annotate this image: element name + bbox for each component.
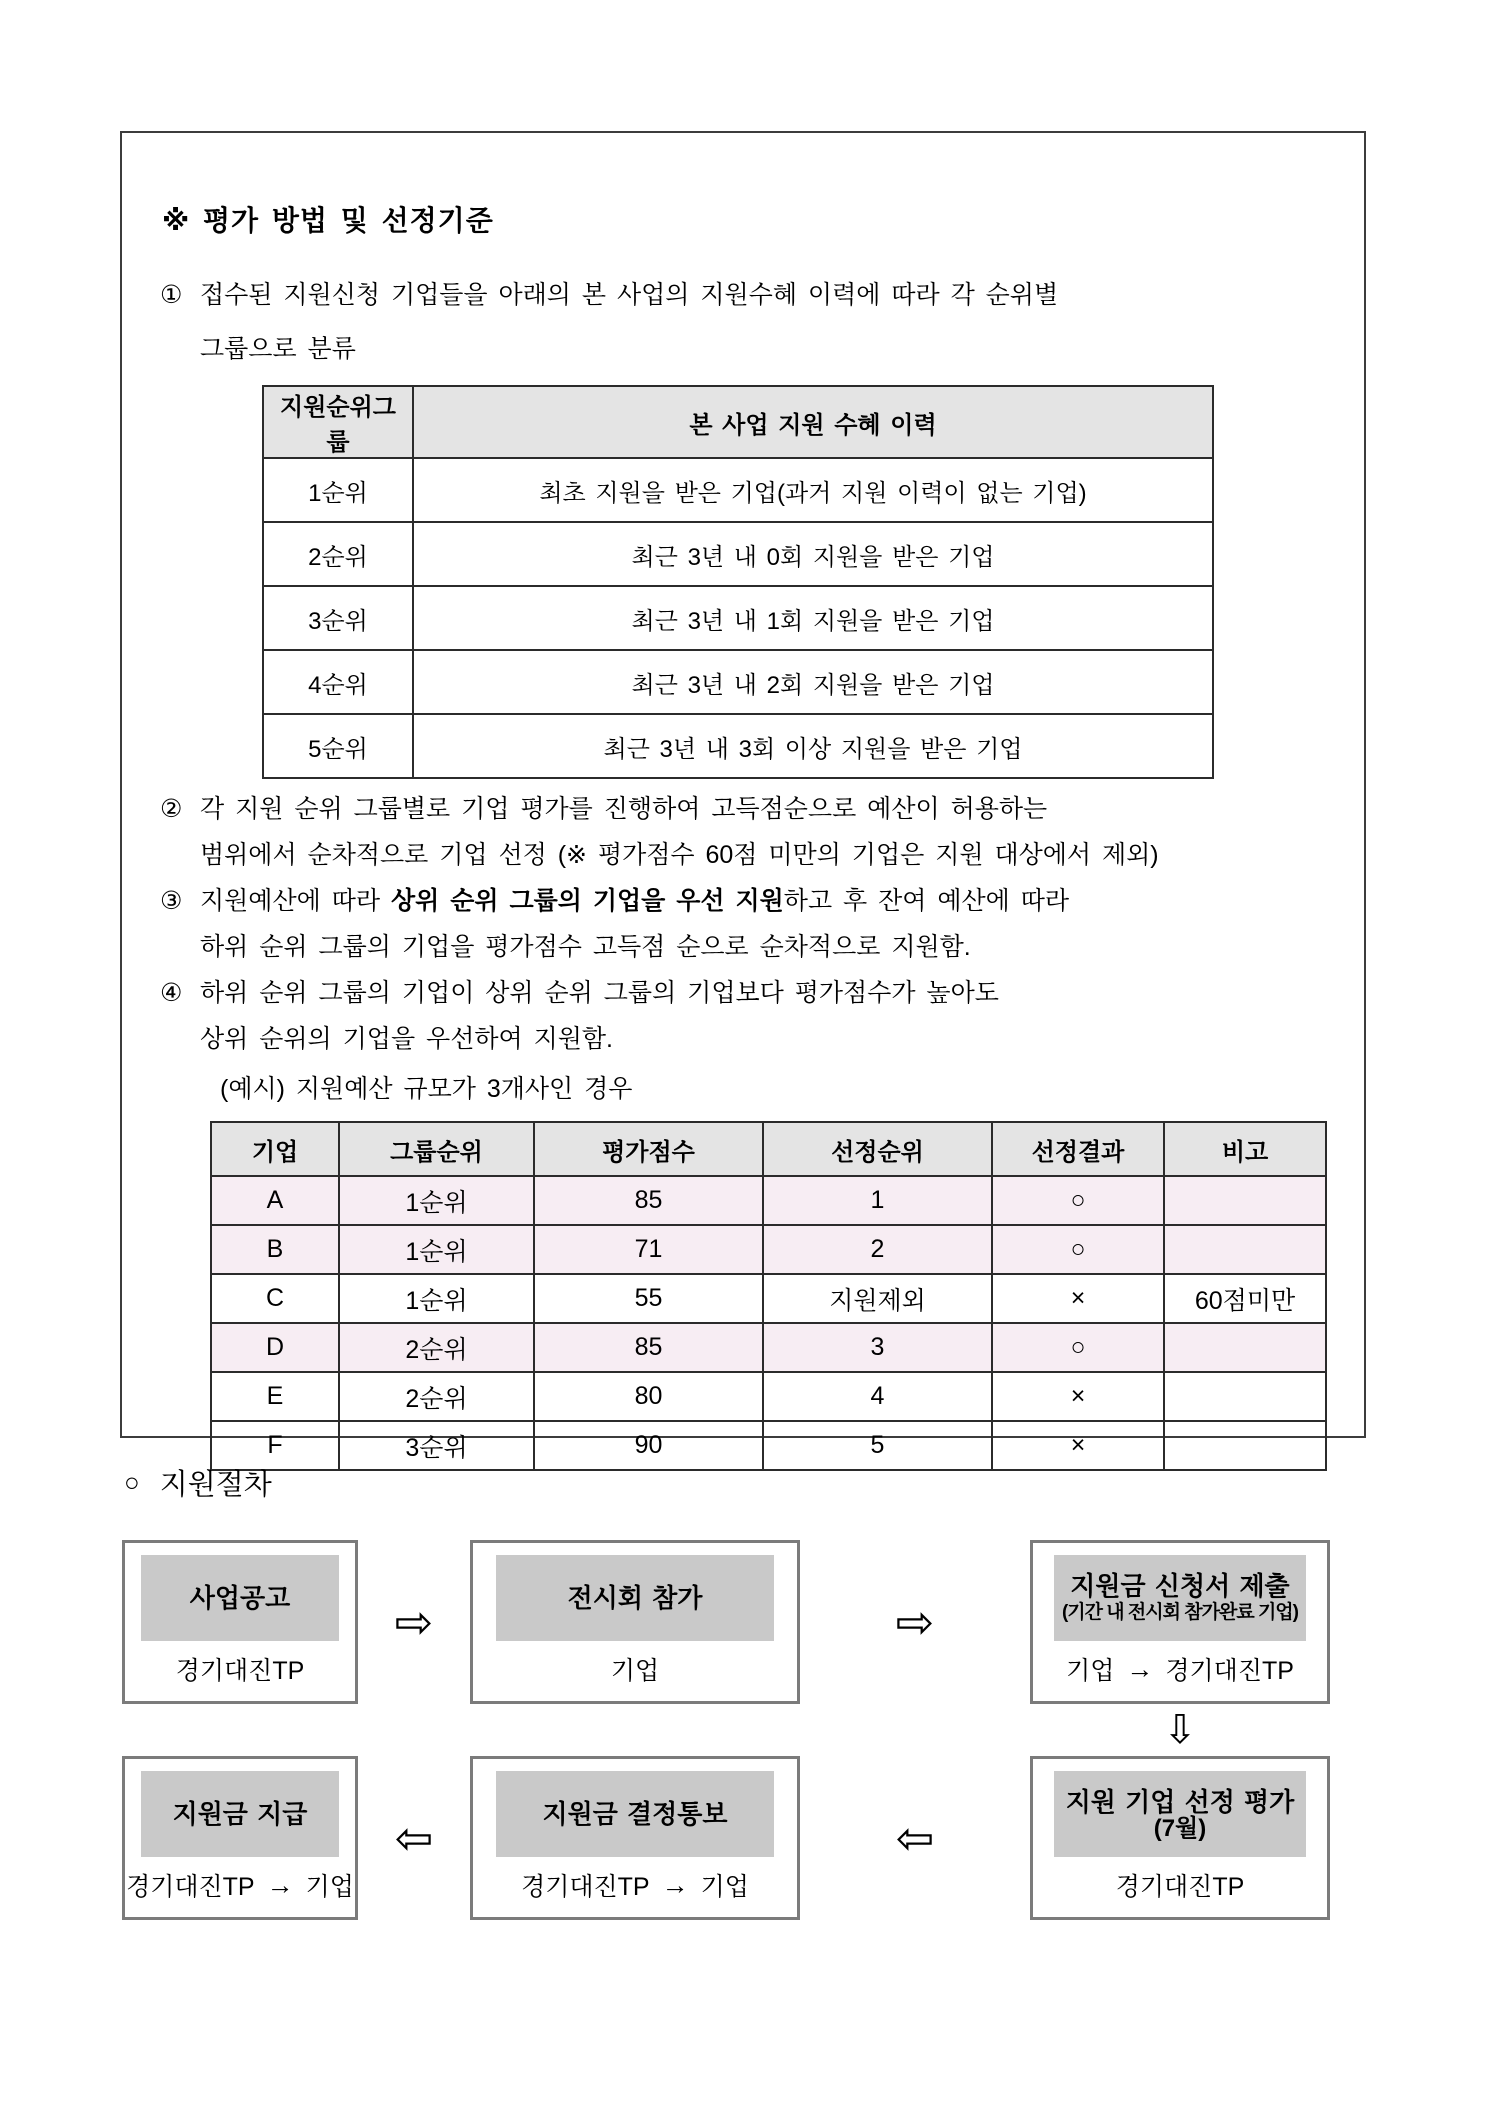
cell-company: E (211, 1372, 339, 1421)
header-result: 선정결과 (992, 1122, 1164, 1176)
table-row-B (211, 1225, 1326, 1274)
cell-score: 71 (534, 1225, 763, 1274)
flow-label: 지원금 신청서 제출 (1070, 1571, 1290, 1601)
priority-group-table (262, 385, 1214, 779)
cell-score: 55 (534, 1274, 763, 1323)
cell-history: 최근 3년 내 3회 이상 지원을 받은 기업 (413, 714, 1213, 778)
evaluation-criteria-box (120, 131, 1366, 1462)
table-row-C (211, 1274, 1326, 1323)
table-header-row (211, 1122, 1326, 1176)
header-priority-group: 지원순위그룹 (263, 386, 413, 458)
example-label: (예시) 지원예산 규모가 3개사인 경우 (220, 1075, 633, 1103)
item-1-line1: 접수된 지원신청 기업들을 아래의 본 사업의 지원수혜 이력에 따라 각 순위별 (200, 281, 1059, 309)
cell-score: 85 (534, 1176, 763, 1225)
cell-rank: 3순위 (263, 586, 413, 650)
table-row (263, 714, 1213, 778)
flow-box-payment-panel (141, 1771, 339, 1857)
cell-note (1164, 1372, 1326, 1421)
cell-result: × (992, 1421, 1164, 1470)
flow-row-top (122, 1540, 1330, 1704)
cell-rank: 2순위 (263, 522, 413, 586)
cell-company: C (211, 1274, 339, 1323)
cell-selection-order: 2 (763, 1225, 992, 1274)
flow-arrow-left-icon: ⇦ (895, 1812, 935, 1864)
cell-selection-order: 4 (763, 1372, 992, 1421)
procedure-flowchart (122, 1540, 1330, 1920)
cell-company: B (211, 1225, 339, 1274)
item-4-line2: 상위 순위의 기업을 우선하여 지원함. (200, 1025, 613, 1053)
cell-score: 85 (534, 1323, 763, 1372)
cell-group-rank: 1순위 (339, 1274, 534, 1323)
cell-selection-order: 1 (763, 1176, 992, 1225)
cell-history: 최근 3년 내 1회 지원을 받은 기업 (413, 586, 1213, 650)
example-table-wrap (210, 1121, 1326, 1471)
item-3-line2: 하위 순위 그룹의 기업을 평가점수 고득점 순으로 순차적으로 지원함. (200, 933, 971, 961)
cell-rank: 4순위 (263, 650, 413, 714)
flow-label: 전시회 참가 (567, 1583, 703, 1613)
item-3-line1-suffix: 하고 후 잔여 예산에 따라 (783, 887, 1070, 915)
flow-box-notification (470, 1756, 800, 1920)
item-2-marker: ② (160, 795, 183, 823)
cell-note: 60점미만 (1164, 1274, 1326, 1323)
flow-box-announcement-panel (141, 1555, 339, 1641)
table-row (263, 522, 1213, 586)
cell-company: A (211, 1176, 339, 1225)
circle-bullet-icon: ○ (124, 1467, 140, 1497)
header-score: 평가점수 (534, 1122, 763, 1176)
cell-rank: 1순위 (263, 458, 413, 522)
cell-result: × (992, 1372, 1164, 1421)
flow-arrow-right-icon: ⇨ (895, 1596, 935, 1648)
cell-score: 90 (534, 1421, 763, 1470)
item-4-line1: 하위 순위 그룹의 기업이 상위 순위 그룹의 기업보다 평가점수가 높아도 (200, 979, 999, 1007)
item-3-marker: ③ (160, 887, 183, 915)
flow-box-application (1030, 1540, 1330, 1704)
example-selection-table (210, 1121, 1327, 1471)
flow-box-payment (122, 1756, 358, 1920)
flow-actor-from: 기업 (1066, 1657, 1115, 1685)
section-title: ※ 평가 방법 및 선정기준 (162, 205, 494, 236)
cell-history: 최초 지원을 받은 기업(과거 지원 이력이 없는 기업) (413, 458, 1213, 522)
flow-label: 지원금 지급 (172, 1799, 308, 1829)
flow-actor-to: 경기대진TP (1165, 1657, 1294, 1685)
item-4-marker: ④ (160, 979, 183, 1007)
flow-actor: 경기대진TP (175, 1657, 305, 1685)
cell-rank: 5순위 (263, 714, 413, 778)
cell-note (1164, 1176, 1326, 1225)
right-arrow-icon: → (1126, 1653, 1154, 1684)
cell-company: D (211, 1323, 339, 1372)
right-arrow-icon: → (661, 1869, 689, 1900)
flow-actor (1066, 1641, 1294, 1701)
procedure-heading (124, 1462, 272, 1503)
header-company: 기업 (211, 1122, 339, 1176)
priority-group-table-wrap (262, 385, 1326, 779)
cell-selection-order: 3 (763, 1323, 992, 1372)
table-row-E (211, 1372, 1326, 1421)
cell-result: ○ (992, 1176, 1164, 1225)
cell-company: F (211, 1421, 339, 1470)
flow-actor-from: 경기대진TP (521, 1873, 650, 1901)
header-note: 비고 (1164, 1122, 1326, 1176)
flow-sublabel: (기간 내 전시회 참가완료 기업) (1061, 1602, 1298, 1623)
table-row (263, 458, 1213, 522)
cell-group-rank: 1순위 (339, 1176, 534, 1225)
table-header-row (263, 386, 1213, 458)
table-row-D (211, 1323, 1326, 1372)
cell-result: ○ (992, 1323, 1164, 1372)
flow-label: 지원금 결정통보 (542, 1799, 728, 1829)
table-row-F (211, 1421, 1326, 1470)
flow-label: 지원 기업 선정 평가 (1065, 1787, 1295, 1817)
flow-actor: 기업 (610, 1657, 660, 1685)
flow-arrow-right-icon: ⇨ (394, 1596, 434, 1648)
cell-score: 80 (534, 1372, 763, 1421)
procedure-title: 지원절차 (159, 1469, 272, 1501)
table-row (263, 586, 1213, 650)
flow-box-application-panel (1054, 1555, 1307, 1641)
cell-group-rank: 3순위 (339, 1421, 534, 1470)
table-row (263, 650, 1213, 714)
flow-row-middle (122, 1704, 1330, 1756)
cell-group-rank: 1순위 (339, 1225, 534, 1274)
header-group-rank: 그룹순위 (339, 1122, 534, 1176)
item-1-line2: 그룹으로 분류 (200, 335, 356, 363)
numbered-item-1 (160, 279, 1326, 365)
flow-arrow-down-icon: ⇩ (1163, 1708, 1197, 1752)
numbered-item-4 (160, 977, 1326, 1055)
cell-note (1164, 1323, 1326, 1372)
cell-note (1164, 1225, 1326, 1274)
flow-box-selection-evaluation (1030, 1756, 1330, 1920)
item-3-line1 (200, 885, 1069, 917)
flow-box-announcement (122, 1540, 358, 1704)
numbered-item-3 (160, 885, 1326, 963)
flow-actor-from: 경기대진TP (126, 1873, 255, 1901)
flow-sublabel: (7월) (1153, 1815, 1207, 1842)
cell-history: 최근 3년 내 2회 지원을 받은 기업 (413, 650, 1213, 714)
cell-result: × (992, 1274, 1164, 1323)
header-benefit-history: 본 사업 지원 수혜 이력 (413, 386, 1213, 458)
cell-selection-order: 5 (763, 1421, 992, 1470)
cell-group-rank: 2순위 (339, 1372, 534, 1421)
item-3-line1-bold: 상위 순위 그룹의 기업을 우선 지원 (390, 887, 784, 915)
header-selection-order: 선정순위 (763, 1122, 992, 1176)
item-3-line1-prefix: 지원예산에 따라 (200, 887, 391, 915)
flow-box-exhibition-panel (496, 1555, 775, 1641)
item-2-line1: 각 지원 순위 그룹별로 기업 평가를 진행하여 고득점순으로 예산이 허용하는 (200, 795, 1048, 823)
flow-box-exhibition (470, 1540, 800, 1704)
cell-note (1164, 1421, 1326, 1470)
table-row-A (211, 1176, 1326, 1225)
cell-group-rank: 2순위 (339, 1323, 534, 1372)
flow-actor (521, 1857, 749, 1917)
flow-actor-to: 기업 (700, 1873, 749, 1901)
flow-box-selection-evaluation-panel (1054, 1771, 1307, 1857)
flow-label: 사업공고 (189, 1583, 291, 1613)
item-2-line2: 범위에서 순차적으로 기업 선정 (※ 평가점수 60점 미만의 기업은 지원 대상에서 제외) (200, 841, 1159, 869)
numbered-item-2 (160, 793, 1326, 871)
cell-result: ○ (992, 1225, 1164, 1274)
flow-box-notification-panel (496, 1771, 775, 1857)
cell-selection-order: 지원제외 (763, 1274, 992, 1323)
right-arrow-icon: → (266, 1869, 294, 1900)
item-1-marker: ① (160, 281, 183, 309)
flow-arrow-left-icon: ⇦ (394, 1812, 434, 1864)
flow-actor (126, 1857, 354, 1917)
flow-actor: 경기대진TP (1115, 1873, 1245, 1901)
cell-history: 최근 3년 내 0회 지원을 받은 기업 (413, 522, 1213, 586)
flow-row-bottom (122, 1756, 1330, 1920)
flow-actor-to: 기업 (305, 1873, 354, 1901)
